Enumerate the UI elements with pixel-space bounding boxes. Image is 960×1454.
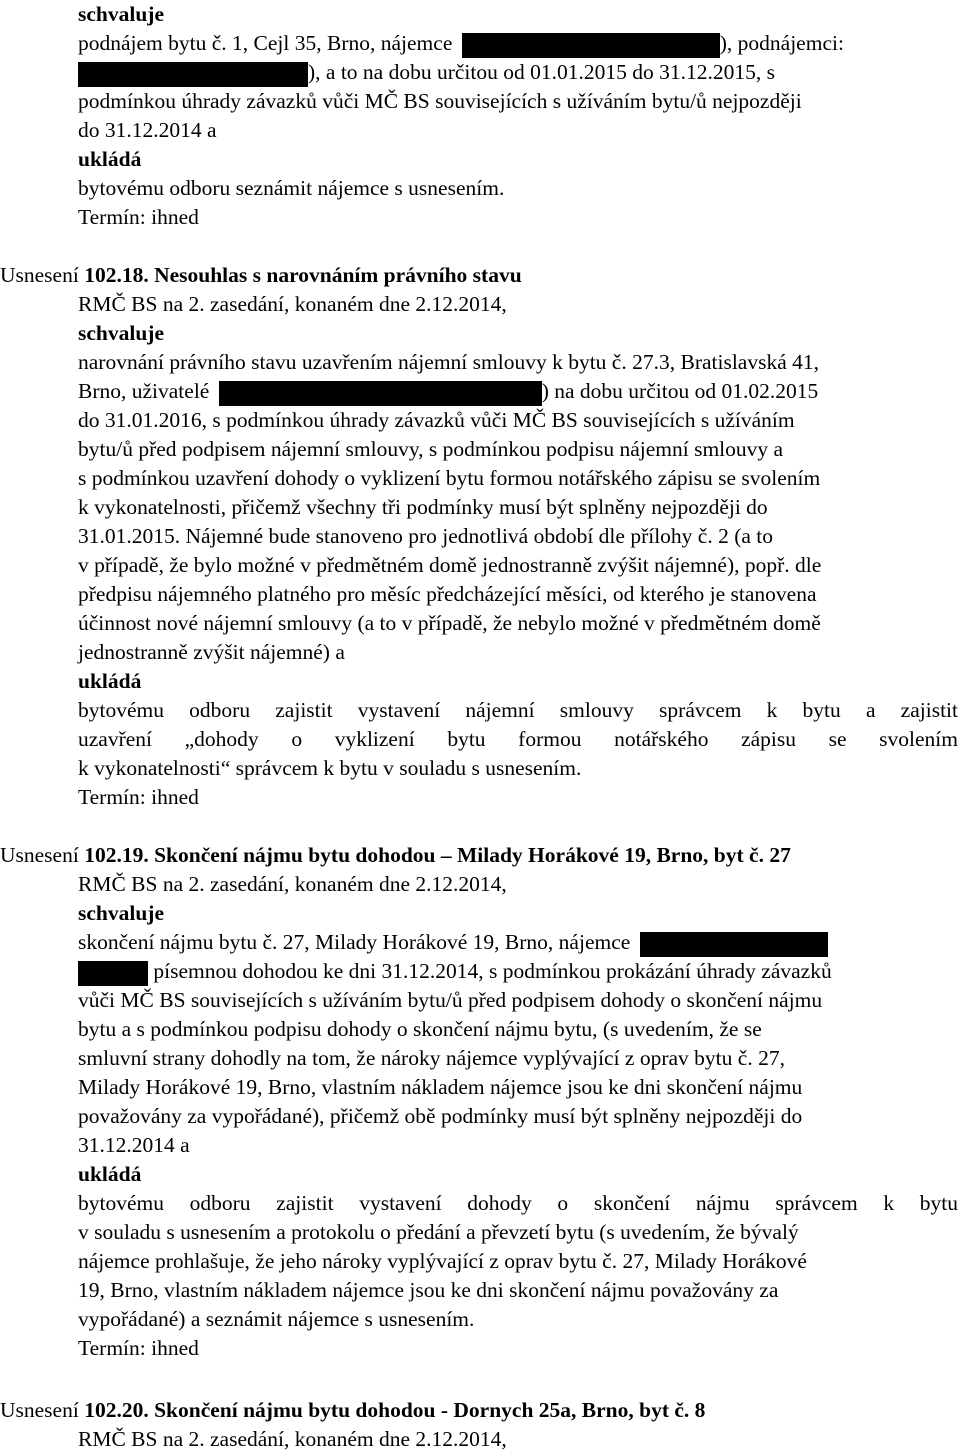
resolution-heading [0,261,522,290]
text-line: účinnost nové nájemní smlouvy (a to v případě, že nebylo možné v předmětném domě [78,611,821,635]
text-line: nájemce prohlašuje, že jeho nároky vyplývající z oprav bytu č. 27, Milady Horákové [78,1249,807,1273]
uklada-heading: ukládá [78,669,142,693]
text-line: uzavření „dohody o vyklizení bytu formou notářského zápisu se svolením [78,727,958,751]
text-segment: ), podnájemci: [719,31,844,55]
text-line: k vykonatelnosti“ správcem k bytu v souladu s usnesením. [78,756,582,780]
text-segment: ), a to na dobu určitou od 01.01.2015 do 31.12.2015, s [308,60,775,84]
redacted-block [640,932,828,957]
text-line: narovnání právního stavu uzavřením nájemní smlouvy k bytu č. 27.3, Bratislavská 41, [78,350,820,374]
text-line: Milady Horákové 19, Brno, vlastním nákladem nájemce jsou ke dni skončení nájmu [78,1075,803,1099]
meeting-line: RMČ BS na 2. zasedání, konaném dne 2.12.2014, [78,292,507,316]
meeting-line: RMČ BS na 2. zasedání, konaném dne 2.12.2014, [78,1427,507,1451]
text-line [78,377,818,406]
text-segment: ) na dobu určitou od 01.02.2015 [541,379,819,403]
text-line: předpisu nájemného platného pro měsíc předcházející měsíci, od kterého je stanovena [78,582,817,606]
text-segment: Brno, uživatelé [78,379,210,403]
schvaluje-heading: schvaluje [78,2,164,26]
redacted-block [78,961,148,986]
termin-text: Termín: ihned [78,205,199,229]
termin-text: Termín: ihned [78,785,199,809]
text-line: 31.01.2015. Nájemné bude stanoveno pro jednotlivá období dle přílohy č. 2 (a to [78,524,774,548]
usneseni-label: Usnesení [0,843,79,867]
redacted-block [462,33,720,58]
text-line: 19, Brno, vlastním nákladem nájemce jsou ke dni skončení nájmu považovány za [78,1278,779,1302]
schvaluje-heading: schvaluje [78,321,164,345]
resolution-title: Skončení nájmu bytu dohodou – Milady Horákové 19, Brno, byt č. 27 [154,843,791,867]
usneseni-label: Usnesení [0,1398,79,1422]
uklada-heading: ukládá [78,1162,142,1186]
text-line: vypořádané) a seznámit nájemce s usnesením. [78,1307,475,1331]
text-segment: podnájem bytu č. 1, Cejl 35, Brno, nájemce [78,31,453,55]
text-line: do 31.01.2016, s podmínkou úhrady závazků vůči MČ BS souvisejících s užíváním [78,408,795,432]
meeting-line: RMČ BS na 2. zasedání, konaném dne 2.12.2014, [78,872,507,896]
resolution-number: 102.20. [84,1398,149,1422]
text-segment: skončení nájmu bytu č. 27, Milady Horákové 19, Brno, nájemce [78,930,631,954]
redacted-block [219,381,542,406]
text-line [78,957,832,986]
redacted-block [78,62,308,87]
resolution-title: Nesouhlas s narovnáním právního stavu [154,263,522,287]
text-line: v souladu s usnesením a protokolu o předání a převzetí bytu (s uvedením, že bývalý [78,1220,799,1244]
text-line: bytovému odboru seznámit nájemce s usnesením. [78,176,505,200]
resolution-number: 102.19. [84,843,149,867]
resolution-heading [0,841,791,870]
resolution-number: 102.18. [84,263,149,287]
schvaluje-heading: schvaluje [78,901,164,925]
termin-text: Termín: ihned [78,1336,199,1360]
resolution-heading [0,1396,705,1425]
uklada-heading: ukládá [78,147,142,171]
text-line: k vykonatelnosti, přičemž všechny tři podmínky musí být splněny nejpozději do [78,495,768,519]
text-line: bytu/ů před podpisem nájemní smlouvy, s podmínkou podpisu nájemní smlouvy a [78,437,784,461]
text-line: jednostranně zvýšit nájemné) a [78,640,345,664]
text-line: do 31.12.2014 a [78,118,217,142]
text-line: bytovému odboru zajistit vystavení dohody o skončení nájmu správcem k bytu [78,1191,958,1215]
text-line: považovány za vypořádané), přičemž obě podmínky musí být splněny nejpozději do [78,1104,803,1128]
text-segment: písemnou dohodou ke dni 31.12.2014, s podmínkou prokázání úhrady závazků [153,959,832,983]
text-line: v případě, že bylo možné v předmětném domě jednostranně zvýšit nájemné), popř. dle [78,553,822,577]
text-line: 31.12.2014 a [78,1133,190,1157]
resolution-title: Skončení nájmu bytu dohodou - Dornych 25a, Brno, byt č. 8 [154,1398,706,1422]
text-line: vůči MČ BS souvisejících s užíváním bytu/ů před podpisem dohody o skončení nájmu [78,988,823,1012]
text-line: bytovému odboru zajistit vystavení nájemní smlouvy správcem k bytu a zajistit [78,698,958,722]
text-line [78,928,828,957]
text-line: s podmínkou uzavření dohody o vyklizení bytu formou notářského zápisu se svolením [78,466,821,490]
text-line: podmínkou úhrady závazků vůči MČ BS souvisejících s užíváním bytu/ů nejpozději [78,89,802,113]
text-line [78,58,958,87]
text-line: smluvní strany dohodly na tom, že nároky nájemce vyplývající z oprav bytu č. 27, [78,1046,785,1070]
usneseni-label: Usnesení [0,263,79,287]
text-line: bytu a s podmínkou podpisu dohody o skončení nájmu bytu, (s uvedením, že se [78,1017,762,1041]
text-line [78,29,958,58]
